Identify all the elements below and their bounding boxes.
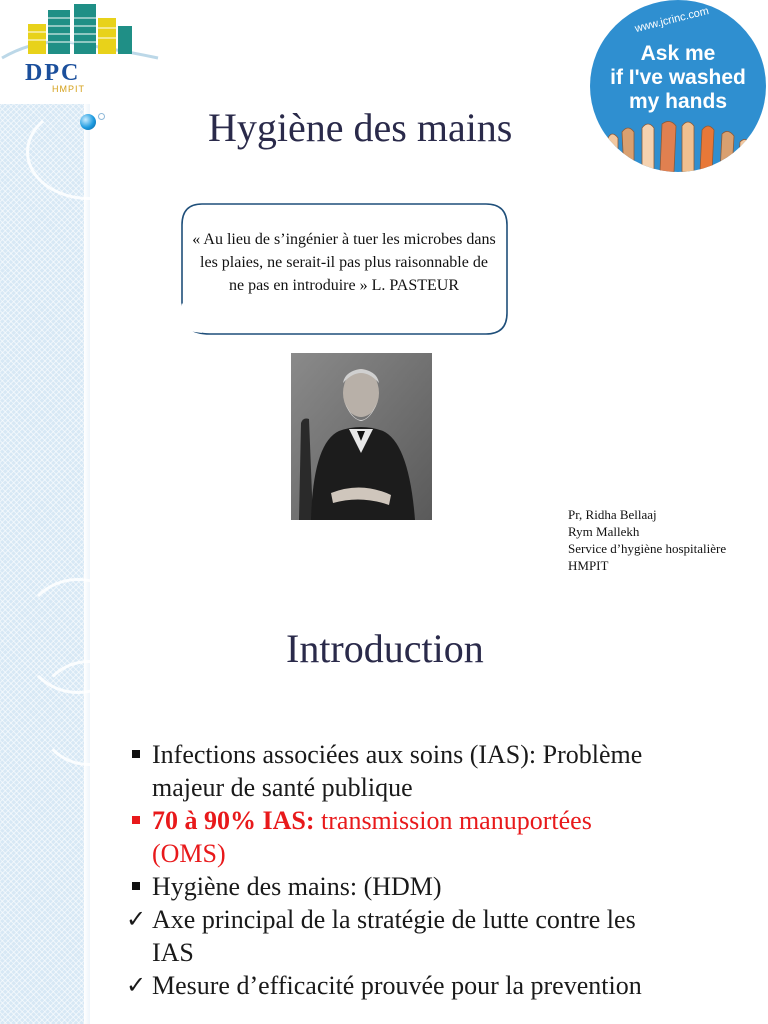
check-icon: ✓ <box>126 905 147 933</box>
decorative-side-strip <box>0 104 84 1024</box>
square-bullet-icon <box>132 750 140 758</box>
author-line: Service d’hygiène hospitalière <box>568 541 727 556</box>
author-line: Pr, Ridha Bellaaj <box>568 507 657 522</box>
slide-title: Hygiène des mains <box>208 105 513 150</box>
logo-subtitle: HMPIT <box>52 84 85 94</box>
list-item-continuation <box>130 771 760 804</box>
decorative-small-ring <box>98 113 105 120</box>
badge-line: if I've washed <box>610 66 746 89</box>
list-item-text: (OMS) <box>152 839 226 868</box>
logo-text: DPC <box>25 60 81 86</box>
list-item-text: Mesure d’efficacité prouvée pour la prevention <box>152 971 642 1000</box>
pasteur-quote: « Au lieu de s’ingénier à tuer les microbes dans les plaies, ne serait-il pas plus raisonnable de ne pas en introduire » L. PASTEUR <box>192 231 496 294</box>
list-item-text: Infections associées aux soins (IAS): Problème <box>152 740 643 769</box>
list-item-continuation <box>130 837 760 870</box>
list-item <box>126 903 760 936</box>
author-line: Rym Mallekh <box>568 524 640 539</box>
list-item-text: majeur de santé publique <box>152 773 413 802</box>
square-bullet-icon <box>132 882 140 890</box>
raised-hands-icon <box>590 102 766 172</box>
square-bullet-icon <box>132 816 140 824</box>
list-item <box>130 870 760 903</box>
list-item-text: IAS <box>152 938 194 967</box>
hand-washing-badge <box>590 0 766 172</box>
list-item-text: transmission manuportées <box>314 806 592 835</box>
list-item-text: Hygiène des mains: (HDM) <box>152 872 442 901</box>
list-item <box>130 804 760 837</box>
pasteur-portrait <box>291 353 432 520</box>
list-item-text: Axe principal de la stratégie de lutte contre les <box>152 905 636 934</box>
list-item-continuation <box>130 936 760 969</box>
badge-url: www.jcrinc.com <box>633 5 711 35</box>
list-item-emphasis: 70 à 90% IAS: <box>152 806 315 835</box>
decorative-ring <box>36 660 142 766</box>
decorative-strip-edge <box>84 104 90 1024</box>
section-title: Introduction <box>286 626 484 671</box>
dpc-logo <box>0 0 160 100</box>
author-line: HMPIT <box>568 558 609 573</box>
list-item <box>126 969 760 1002</box>
bullet-list <box>126 738 760 1002</box>
list-item <box>130 738 760 771</box>
author-block <box>568 506 726 574</box>
badge-line: my hands <box>628 90 728 113</box>
badge-line: Ask me <box>640 42 716 65</box>
decorative-blue-dot <box>80 114 96 130</box>
check-icon: ✓ <box>126 971 147 999</box>
